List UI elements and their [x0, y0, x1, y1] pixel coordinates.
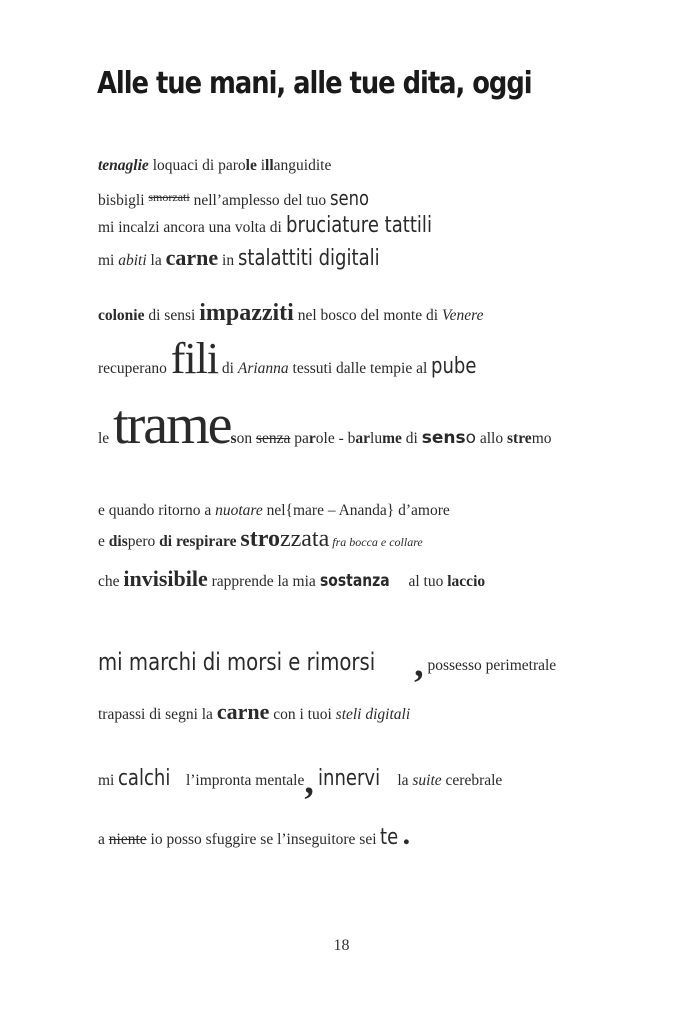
- verse-punctuation: .: [402, 818, 411, 851]
- verse-text: la: [146, 252, 166, 269]
- verse-text: ole - b: [315, 430, 356, 447]
- verse-line-12: [98, 699, 410, 725]
- verse-text: al tuo: [404, 573, 448, 590]
- verse-text: di: [218, 360, 238, 377]
- verse-text: con i tuoi: [269, 706, 336, 723]
- verse-text: recuperano: [98, 360, 171, 377]
- struck-word: smorzati: [148, 190, 190, 204]
- verse-text: lu: [370, 430, 383, 447]
- verse-word: fra bocca e collare: [329, 535, 423, 549]
- verse-word: sens: [421, 428, 466, 448]
- verse-word: bruciature tattili: [285, 213, 432, 238]
- verse-word: tenaglie: [98, 157, 149, 174]
- verse-word: laccio: [447, 573, 486, 590]
- verse-text: la: [393, 772, 413, 789]
- verse-word: dis: [108, 533, 128, 550]
- verse-line-3: [98, 213, 464, 238]
- verse-word: colonie: [98, 307, 145, 324]
- verse-word: impazziti: [199, 300, 294, 326]
- verse-line-9: [98, 526, 423, 553]
- verse-text: che: [98, 573, 124, 590]
- verse-word: di respirare: [159, 533, 237, 550]
- struck-word: niente: [108, 831, 147, 848]
- verse-word: o: [465, 428, 476, 448]
- verse-word: innervi: [317, 766, 380, 791]
- verse-text: rapprende la mia: [207, 573, 320, 590]
- verse-word: Arianna: [237, 360, 289, 377]
- verse-text: mi: [98, 772, 119, 789]
- verse-punctuation: ,: [414, 643, 424, 685]
- verse-text: di sensi: [144, 307, 200, 324]
- verse-word: suite: [412, 772, 442, 789]
- verse-text: on: [236, 430, 256, 447]
- verse-text: e quando ritorno a: [98, 502, 216, 519]
- verse-line-13: [98, 751, 503, 802]
- verse-word: r: [308, 430, 316, 447]
- verse-word: le: [245, 157, 257, 174]
- verse-text: mi incalzi ancora una volta di: [98, 219, 286, 236]
- verse-word: zzata: [279, 526, 330, 552]
- verse-word: trame: [113, 394, 231, 456]
- verse-text: bisbigli: [98, 192, 149, 209]
- verse-text: le: [98, 430, 114, 447]
- verse-word: abiti: [118, 252, 147, 269]
- verse-text: anguidite: [273, 157, 332, 174]
- verse-word: s: [230, 430, 237, 447]
- verse-word: sostanza: [319, 571, 390, 591]
- verse-line-2: [98, 186, 378, 210]
- verse-text: trapassi di segni la: [98, 706, 217, 723]
- verse-word: calchi: [118, 766, 171, 791]
- verse-word: ll: [265, 157, 274, 174]
- verse-word: invisibile: [123, 566, 208, 591]
- verse-text: e: [98, 533, 109, 550]
- verse-text: cerebrale: [441, 772, 503, 789]
- verse-word: steli digitali: [335, 706, 411, 723]
- verse-line-11: [98, 636, 557, 685]
- verse-line-5: [98, 300, 484, 327]
- verse-text: nel{mare – Ananda} d’amore: [262, 502, 450, 519]
- verse-text: possesso perimetrale: [423, 657, 557, 674]
- verse-word: me: [382, 430, 402, 447]
- verse-word: stalattiti digitali: [237, 246, 380, 271]
- verse-word: stro: [240, 526, 280, 552]
- verse-text: nel bosco del monte di: [293, 307, 442, 324]
- verse-text: l’impronta mentale: [182, 772, 305, 789]
- verse-text: tessuti dalle tempie al: [288, 360, 432, 377]
- verse-line-8: [98, 502, 450, 520]
- verse-text: loquaci di paro: [148, 157, 246, 174]
- verse-text: io posso sfuggire se l’inseguitore sei: [146, 831, 381, 848]
- verse-text: mi: [98, 252, 119, 269]
- verse-word: carne: [216, 699, 270, 724]
- verse-text: allo: [476, 430, 507, 447]
- verse-word: ar: [355, 430, 371, 447]
- verse-text: i: [256, 157, 266, 174]
- verse-text: pero: [127, 533, 160, 550]
- verse-text: di: [401, 430, 422, 447]
- verse-line-1: [98, 157, 331, 175]
- verse-line-6: [98, 333, 487, 384]
- verse-line-10: [98, 566, 485, 592]
- verse-word: Venere: [441, 307, 484, 324]
- verse-line-14: [98, 818, 410, 852]
- verse-phrase: mi marchi di morsi e rimorsi: [98, 648, 376, 676]
- verse-text: in: [218, 252, 238, 269]
- verse-text: pa: [290, 430, 309, 447]
- verse-text: nell’amplesso del tuo: [189, 192, 331, 209]
- verse-word: fili: [170, 334, 219, 383]
- verse-text: mo: [531, 430, 552, 447]
- verse-word: carne: [165, 245, 219, 270]
- verse-punctuation: ,: [304, 760, 314, 802]
- verse-word: stre: [507, 430, 532, 447]
- verse-word: nuotare: [215, 502, 263, 519]
- page-number: 18: [333, 937, 350, 954]
- verse-line-7: [98, 393, 552, 457]
- verse-word: pube: [431, 354, 477, 379]
- verse-word: te: [380, 825, 399, 850]
- struck-word: senza: [255, 430, 291, 447]
- verse-line-4: [98, 245, 411, 271]
- poem-title: Alle tue mani, alle tue dita, oggi: [97, 66, 532, 101]
- verse-text: a: [98, 831, 109, 848]
- verse-word: seno: [330, 186, 370, 210]
